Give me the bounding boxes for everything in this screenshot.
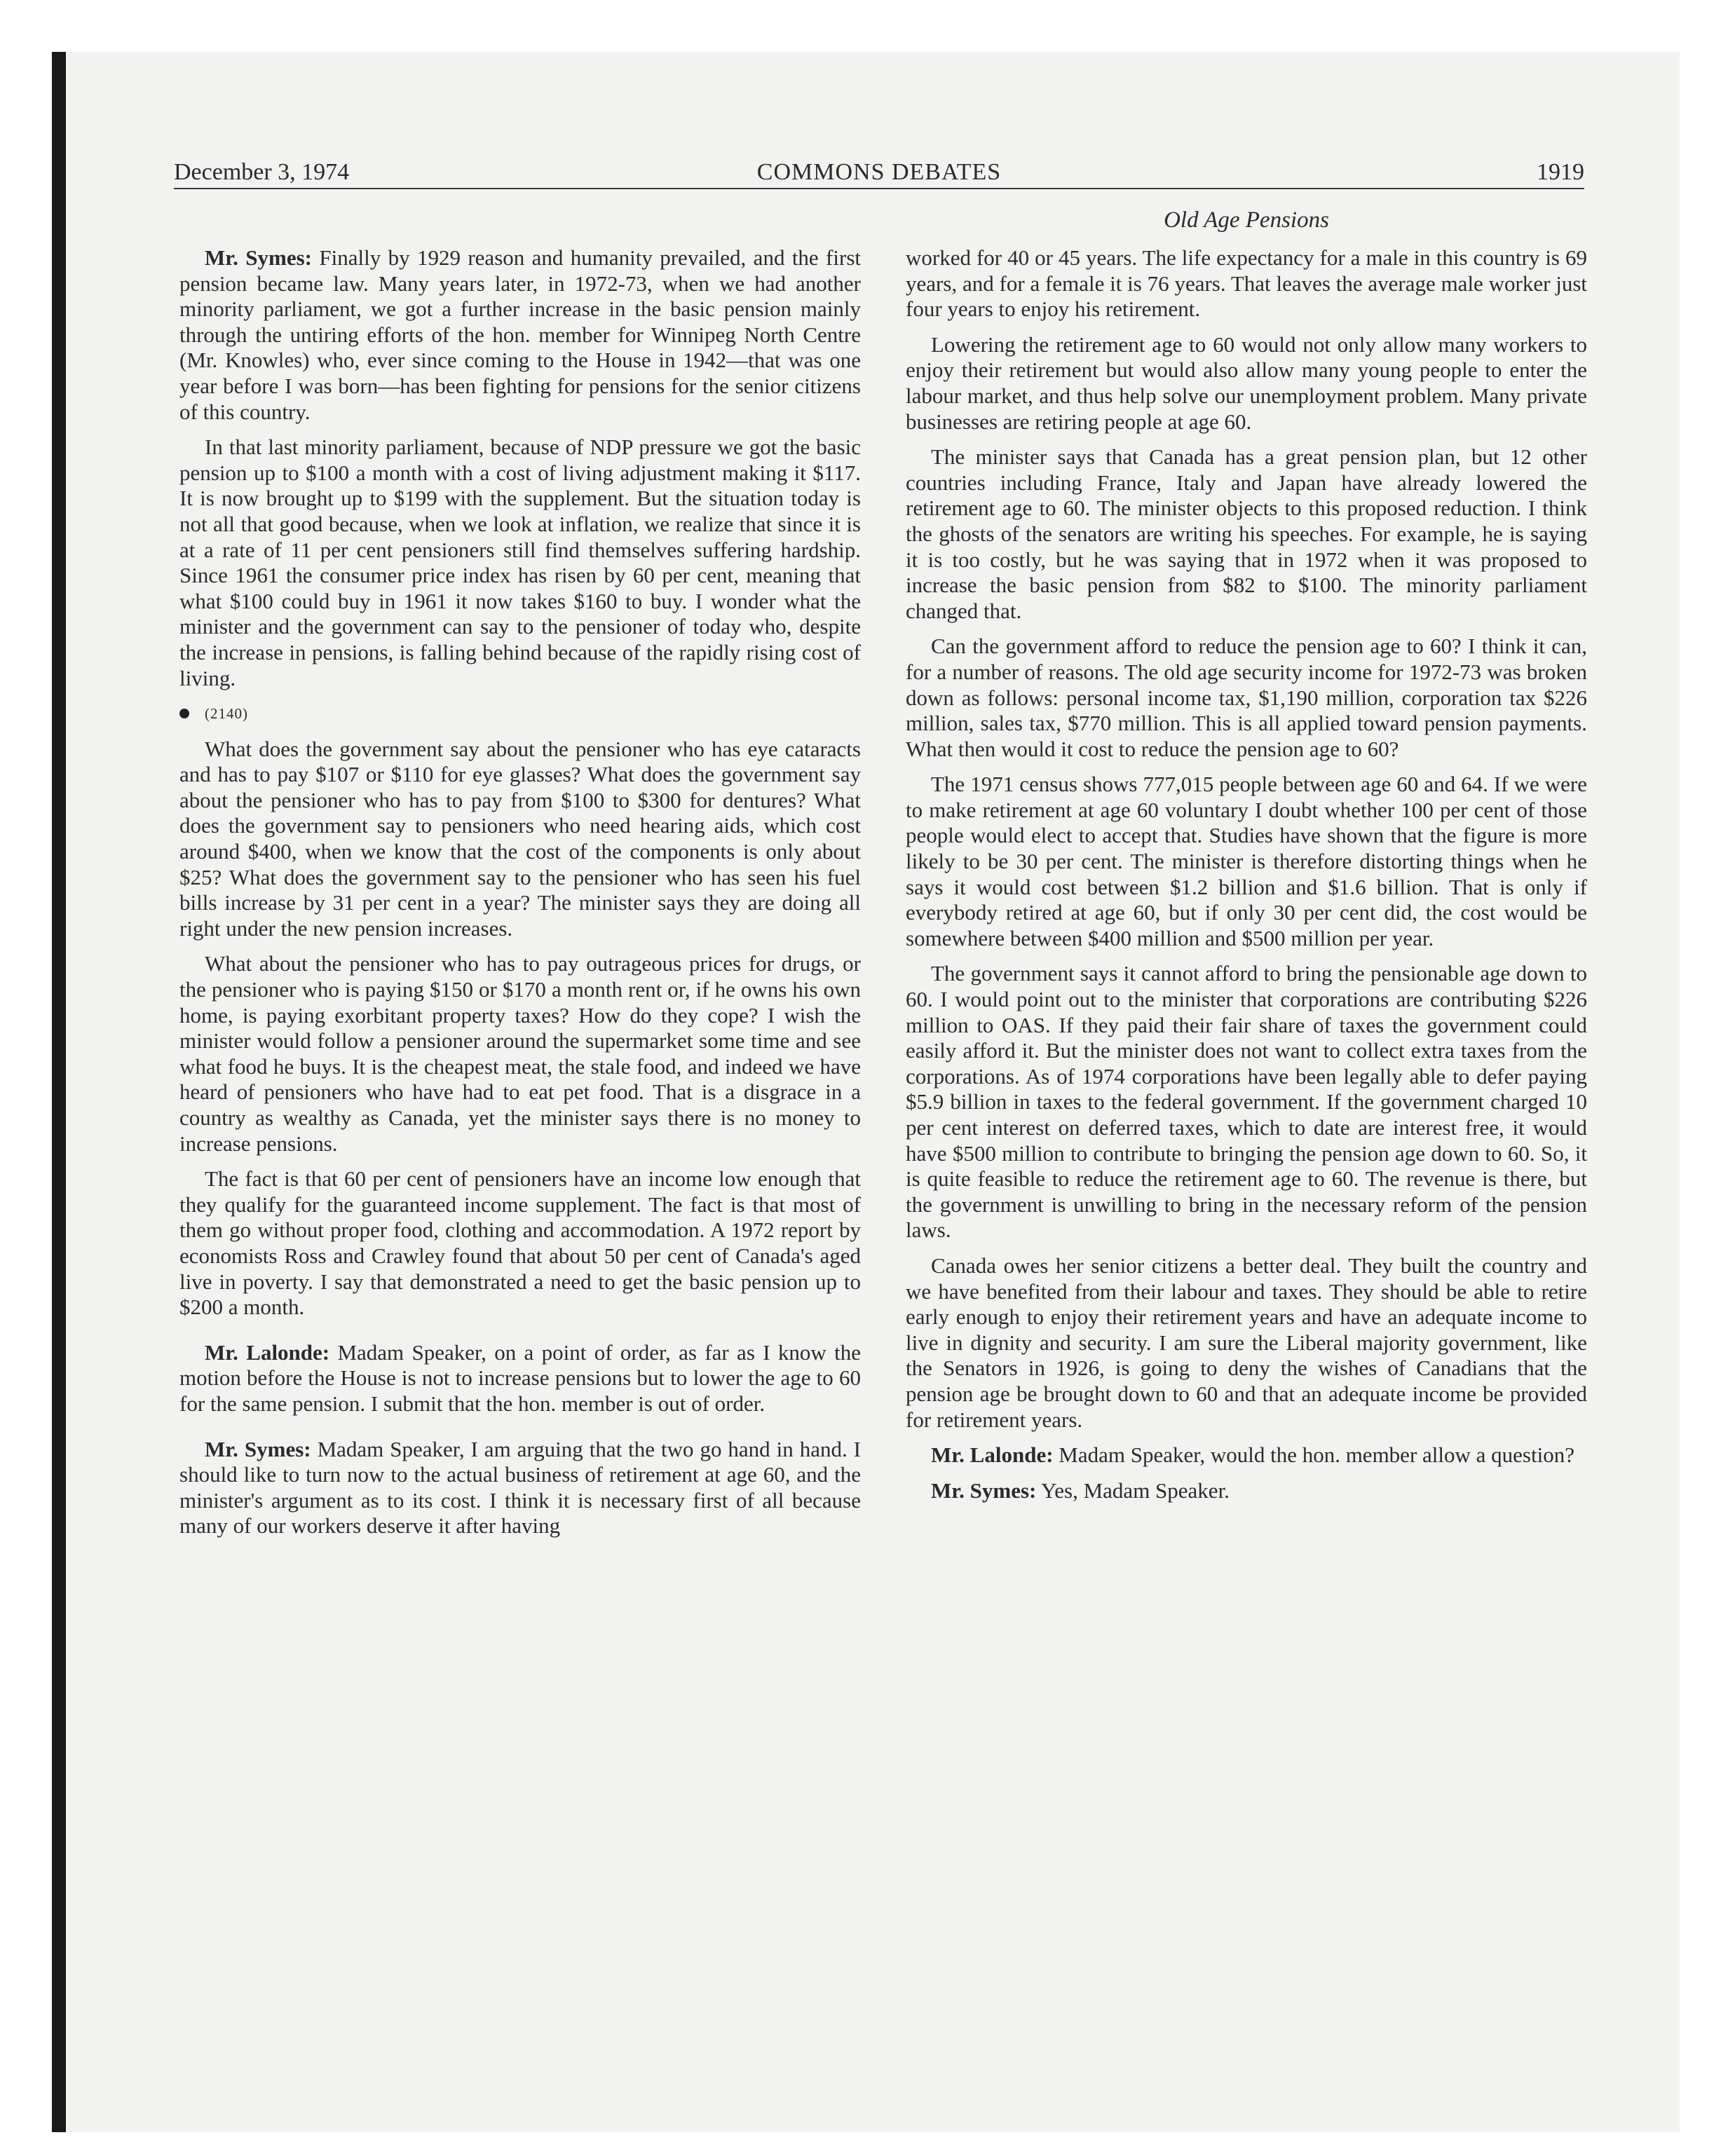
paragraph-text: Madam Speaker, would the hon. member allow a question? [1059,1442,1574,1468]
paragraph: The 1971 census shows 777,015 people between age 60 and 64. If we were to make retirement at age 60 voluntary I doubt whether 100 per cent of those people would elect to accept that. Studies have shown that the figure is more likely to be 30 per cent. The minister is therefore distorting things when he says it would cost between $1.2 billion and $1.6 billion. That is only if everybody retired at age 60, but if only 30 per cent did, the cost would be somewhere between $400 million and $500 million per year. [906,772,1587,950]
speaker-name: Mr. Symes: [205,245,313,270]
speaker-name: Mr. Symes: [931,1478,1037,1503]
left-column [179,245,861,1549]
paragraph: What about the pensioner who has to pay outrageous prices for drugs, or the pensioner who is paying $150 or $170 a month rent or, if he owns his own home, is paying exorbitant property taxes? How do they cope? I wish the minister would follow a pensioner around the supermarket some time and see what food he buys. It is the cheapest meat, the stale food, and indeed we have heard of pensioners who have had to eat pet food. That is a disgrace in a country as wealthy as Canada, yet the minister says there is no money to increase pensions. [179,951,861,1156]
paragraph [179,245,861,425]
header-rule [174,188,1584,189]
paragraph [906,1478,1587,1504]
paragraph: The government says it cannot afford to bring the pensionable age down to 60. I would point out to the minister that corporations are contributing $226 million to OAS. If they paid their fair share of taxes the government could easily afford it. But the minister does not want to collect extra taxes from the corporations. As of 1974 corporations have been legally able to defer paying $5.9 billion in taxes to the federal government. If the government charged 10 per cent interest on deferred taxes, which to date are interest free, it would have $500 million to contribute to bringing the pension age down to 60. So, it is quite feasible to reduce the retirement age to 60. The revenue is there, but the government is unwilling to bring in the necessary reform of the pension laws. [906,961,1587,1243]
spacer [179,1427,861,1437]
paragraph [179,1340,861,1417]
right-column [906,245,1587,1513]
paragraph: The minister says that Canada has a great pension plan, but 12 other countries including France, Italy and Japan have already lowered the retirement age to 60. The minister objects to this proposed reduction. I think the ghosts of the senators are writing his speeches. For example, he is saying it is too costly, but he was saying that in 1972 when it was proposed to increase the basic pension from $82 to $100. The minority parliament changed that. [906,444,1587,623]
running-head [174,157,1584,188]
paragraph [906,1442,1587,1468]
paragraph [179,1437,861,1539]
paragraph-text: Finally by 1929 reason and humanity prevailed, and the first pension became law. Many years later, in 1972-73, when we had another minority parliament, we got a further increase in the basic pension mainly through the untiring efforts of the hon. member for Winnipeg North Centre (Mr. Knowles) who, ever since coming to the House in 1942—that was one year before I was born—has been fighting for pensions for the senior citizens of this country. [179,245,861,424]
header-journal-title: COMMONS DEBATES [756,159,1002,185]
paragraph: Lowering the retirement age to 60 would not only allow many workers to enjoy their retirement but would also allow many young people to enter the labour market, and thus help solve our unemployment problem. Many private businesses are retiring people at age 60. [906,332,1587,434]
binding-edge [52,52,66,2132]
paragraph: What does the government say about the pensioner who has eye cataracts and has to pay $107 or $110 for eye glasses? What does the government say about the pensioner who has to pay from $100 to $300 for dentures? What does the government say to pensioners who need hearing aids, which cost around $400, when we know that the cost of the components is only about $25? What does the government say to the pensioner who has seen his fuel bills increase by 31 per cent in a year? The minister says they are doing all right under the new pension increases. [179,736,861,941]
paragraph: Canada owes her senior citizens a better deal. They built the country and we have benefited from their labour and taxes. They should be able to retire early enough to enjoy their retirement years and have an adequate income to live in dignity and security. I am sure the Liberal majority government, like the Senators in 1926, is going to deny the wishes of Canadians that the pension age be brought down to 60 and that an adequate income be provided for retirement years. [906,1253,1587,1432]
header-page-number: 1919 [1537,159,1584,185]
header-date: December 3, 1974 [174,159,350,185]
paragraph-text: Madam Speaker, I am arguing that the two go hand in hand. I should like to turn now to the actual business of retirement at age 60, and the minister's argument as to its cost. I think it is necessary first of all because many of our workers deserve it after having [179,1436,861,1538]
spacer [179,1330,861,1340]
paragraph: Can the government afford to reduce the pension age to 60? I think it can, for a number of reasons. The old age security income for 1972-73 was broken down as follows: personal income tax, $1,190 million, corporation tax $226 million, sales tax, $770 million. This is all applied toward pension payments. What then would it cost to reduce the pension age to 60? [906,634,1587,761]
bullet-icon [179,709,189,718]
section-heading: Old Age Pensions [1164,207,1329,233]
speaker-name: Mr. Lalonde: [931,1442,1054,1468]
paragraph-text: Yes, Madam Speaker. [1041,1478,1230,1503]
speaker-name: Mr. Lalonde: [205,1339,330,1365]
time-marker [179,701,861,727]
paragraph-text: Madam Speaker, on a point of order, as far as I know the motion before the House is not to increase pensions but to lower the age to 60 for the same pension. I submit that the hon. member is out of order. [179,1339,861,1416]
paragraph: In that last minority parliament, because of NDP pressure we got the basic pension up to $100 a month with a cost of living adjustment making it $117. It is now brought up to $199 with the supplement. But the situation today is not all that good because, when we look at inflation, we realize that since it is at a rate of 11 per cent pensioners still find themselves suffering hardship. Since 1961 the consumer price index has risen by 60 per cent, meaning that what $100 could buy in 1961 it now takes $160 to buy. I wonder what the minister and the government can say to the pensioner of today who, despite the increase in pensions, is falling behind because of the rapidly rising cost of living. [179,435,861,690]
time-marker-text: (2140) [205,705,248,723]
paragraph-continued: worked for 40 or 45 years. The life expectancy for a male in this country is 69 years, and for a female it is 76 years. That leaves the average male worker just four years to enjoy his retirement. [906,245,1587,322]
paragraph: The fact is that 60 per cent of pensioners have an income low enough that they qualify for the guaranteed income supplement. The fact is that most of them go without proper food, clothing and accommodation. A 1972 report by economists Ross and Crawley found that about 50 per cent of Canada's aged live in poverty. I say that demonstrated a need to get the basic pension up to $200 a month. [179,1166,861,1320]
speaker-name: Mr. Symes: [205,1436,311,1461]
